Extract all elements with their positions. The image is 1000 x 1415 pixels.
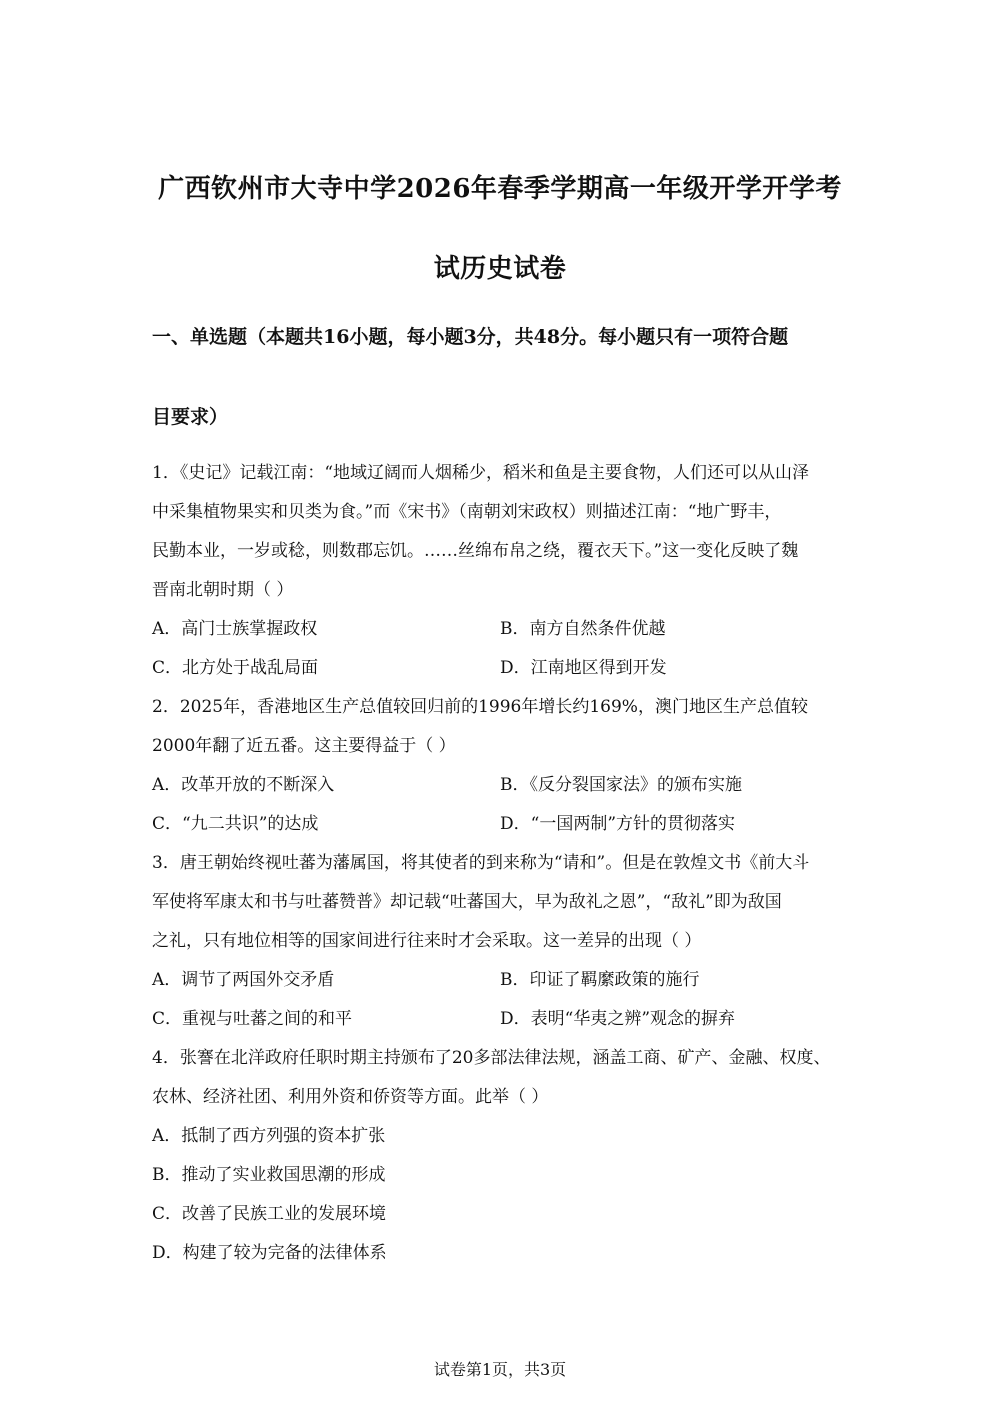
question-2-option-c: C．“九二共识”的达成: [152, 814, 319, 834]
question-2-option-b: B．《反分裂国家法》的颁布实施: [500, 775, 742, 795]
question-4-option-c: C．改善了民族工业的发展环境: [152, 1204, 387, 1224]
question-3-stem-line: 之礼，只有地位相等的国家间进行往来时才会采取。这一差异的出现（ ）: [152, 931, 702, 951]
question-3-option-d: D．表明“华夷之辨”观念的摒弃: [500, 1009, 736, 1029]
question-1-stem-line: 晋南北朝时期（ ）: [152, 580, 294, 600]
question-3-stem-line: 军使将军康太和书与吐蕃赞普》却记载“吐蕃国大，早为敌礼之恩”，“敌礼”即为敌国: [152, 892, 782, 912]
question-2-option-d: D．“一国两制”方针的贯彻落实: [500, 814, 736, 834]
section-heading-line1: 一、单选题（本题共16小题，每小题3分，共48分。每小题只有一项符合题: [152, 326, 789, 348]
question-1-stem-line: 民勤本业，一岁或稔，则数郡忘饥。……丝绵布帛之绕，覆衣天下。”这一变化反映了魏: [152, 541, 799, 561]
exam-title-line2: 试历史试卷: [433, 254, 567, 284]
question-2-stem-line: 2000年翻了近五番。这主要得益于（ ）: [152, 736, 456, 756]
question-1-option-d: D．江南地区得到开发: [500, 658, 667, 678]
question-4-option-b: B．推动了实业救国思潮的形成: [152, 1165, 386, 1185]
question-4-option-a: A．抵制了西方列强的资本扩张: [152, 1126, 386, 1146]
question-3-option-c: C．重视与吐蕃之间的和平: [152, 1009, 353, 1029]
question-1-option-c: C．北方处于战乱局面: [152, 658, 319, 678]
question-3-option-b: B．印证了羁縻政策的施行: [500, 970, 700, 990]
exam-title-line1: 广西钦州市大寺中学2026年春季学期高一年级开学开学考: [158, 174, 842, 204]
question-4-option-d: D．构建了较为完备的法律体系: [152, 1243, 387, 1263]
question-1-option-b: B．南方自然条件优越: [500, 619, 666, 639]
question-2-option-a: A．改革开放的不断深入: [152, 775, 335, 795]
section-heading-line2: 目要求）: [152, 406, 229, 428]
question-1-option-a: A．高门士族掌握政权: [152, 619, 318, 639]
question-4-stem-line: 4．张謇在北洋政府任职时期主持颁布了20多部法律法规，涵盖工商、矿产、金融、权度、: [152, 1048, 831, 1068]
question-3-stem-line: 3．唐王朝始终视吐蕃为藩属国，将其使者的到来称为“请和”。但是在敦煌文书《前大斗: [152, 853, 810, 873]
page-footer: 试卷第1页，共3页: [433, 1360, 567, 1379]
question-4-stem-line: 农林、经济社团、利用外资和侨资等方面。此举（ ）: [152, 1087, 549, 1107]
question-3-option-a: A．调节了两国外交矛盾: [152, 970, 335, 990]
question-2-stem-line: 2．2025年，香港地区生产总值较回归前的1996年增长约169%，澳门地区生产总值较: [152, 697, 808, 717]
question-1-stem-line: 1．《史记》记载江南：“地域辽阔而人烟稀少，稻米和鱼是主要食物，人们还可以从山泽: [152, 463, 810, 483]
question-1-stem-line: 中采集植物果实和贝类为食。”而《宋书》（南朝刘宋政权）则描述江南：“地广野丰，: [152, 502, 782, 522]
